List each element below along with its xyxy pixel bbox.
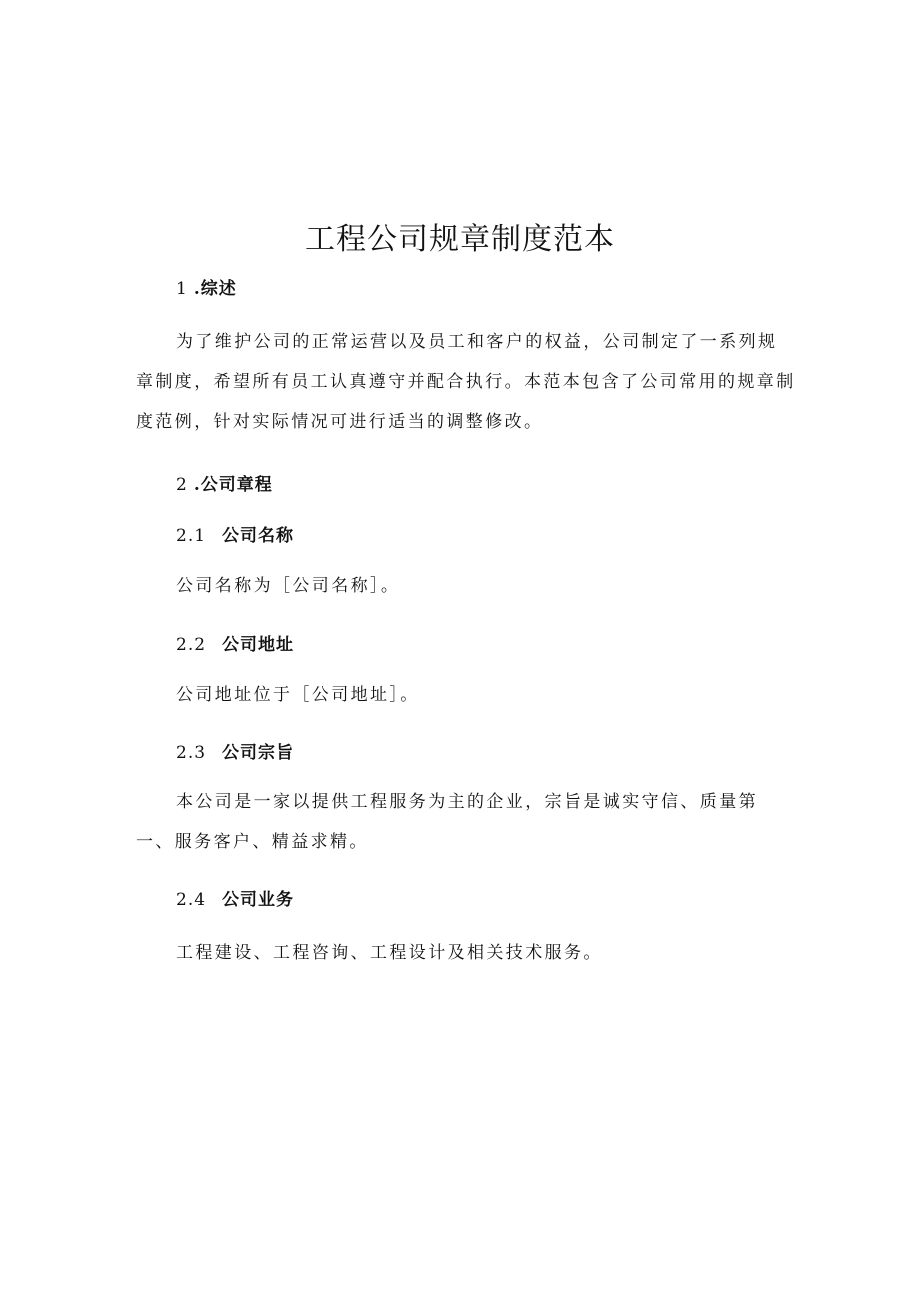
subsection-heading-company-business — [176, 887, 294, 913]
company-address-text: 公司地址位于［公司地址］。 — [176, 685, 420, 705]
document-title: 工程公司规章制度范本 — [305, 222, 615, 257]
subsection-title: 公司业务 — [222, 890, 294, 910]
subsection-number: 2.3 — [176, 743, 207, 763]
subsection-heading-company-name — [176, 523, 294, 549]
section-heading-charter — [176, 472, 273, 498]
subsection-title: 公司地址 — [222, 635, 294, 655]
subsection-number: 2.4 — [176, 890, 207, 910]
section-number: 1 — [176, 279, 188, 299]
company-purpose-paragraph: 本公司是一家以提供工程服务为主的企业，宗旨是诚实守信、质量第一、服务客户、精益求精。 — [136, 792, 758, 852]
subsection-number: 2.1 — [176, 526, 207, 546]
overview-paragraph: 为了维护公司的正常运营以及员工和客户的权益，公司制定了一系列规章制度，希望所有员工认真遵守并配合执行。本范本包含了公司常用的规章制度范例，针对实际情况可进行适当的调整修改。 — [136, 332, 796, 432]
section-heading-overview — [176, 276, 237, 302]
company-business-text: 工程建设、工程咨询、工程设计及相关技术服务。 — [176, 943, 603, 963]
subsection-title: 公司名称 — [222, 526, 294, 546]
subsection-number: 2.2 — [176, 635, 207, 655]
section-number: 2 — [176, 475, 188, 495]
subsection-title: 公司宗旨 — [222, 743, 294, 763]
subsection-heading-company-purpose — [176, 740, 294, 766]
company-name-text: 公司名称为［公司名称］。 — [176, 576, 401, 596]
subsection-heading-company-address — [176, 632, 294, 658]
section-title: .公司章程 — [193, 475, 273, 495]
section-title: .综述 — [193, 279, 237, 299]
